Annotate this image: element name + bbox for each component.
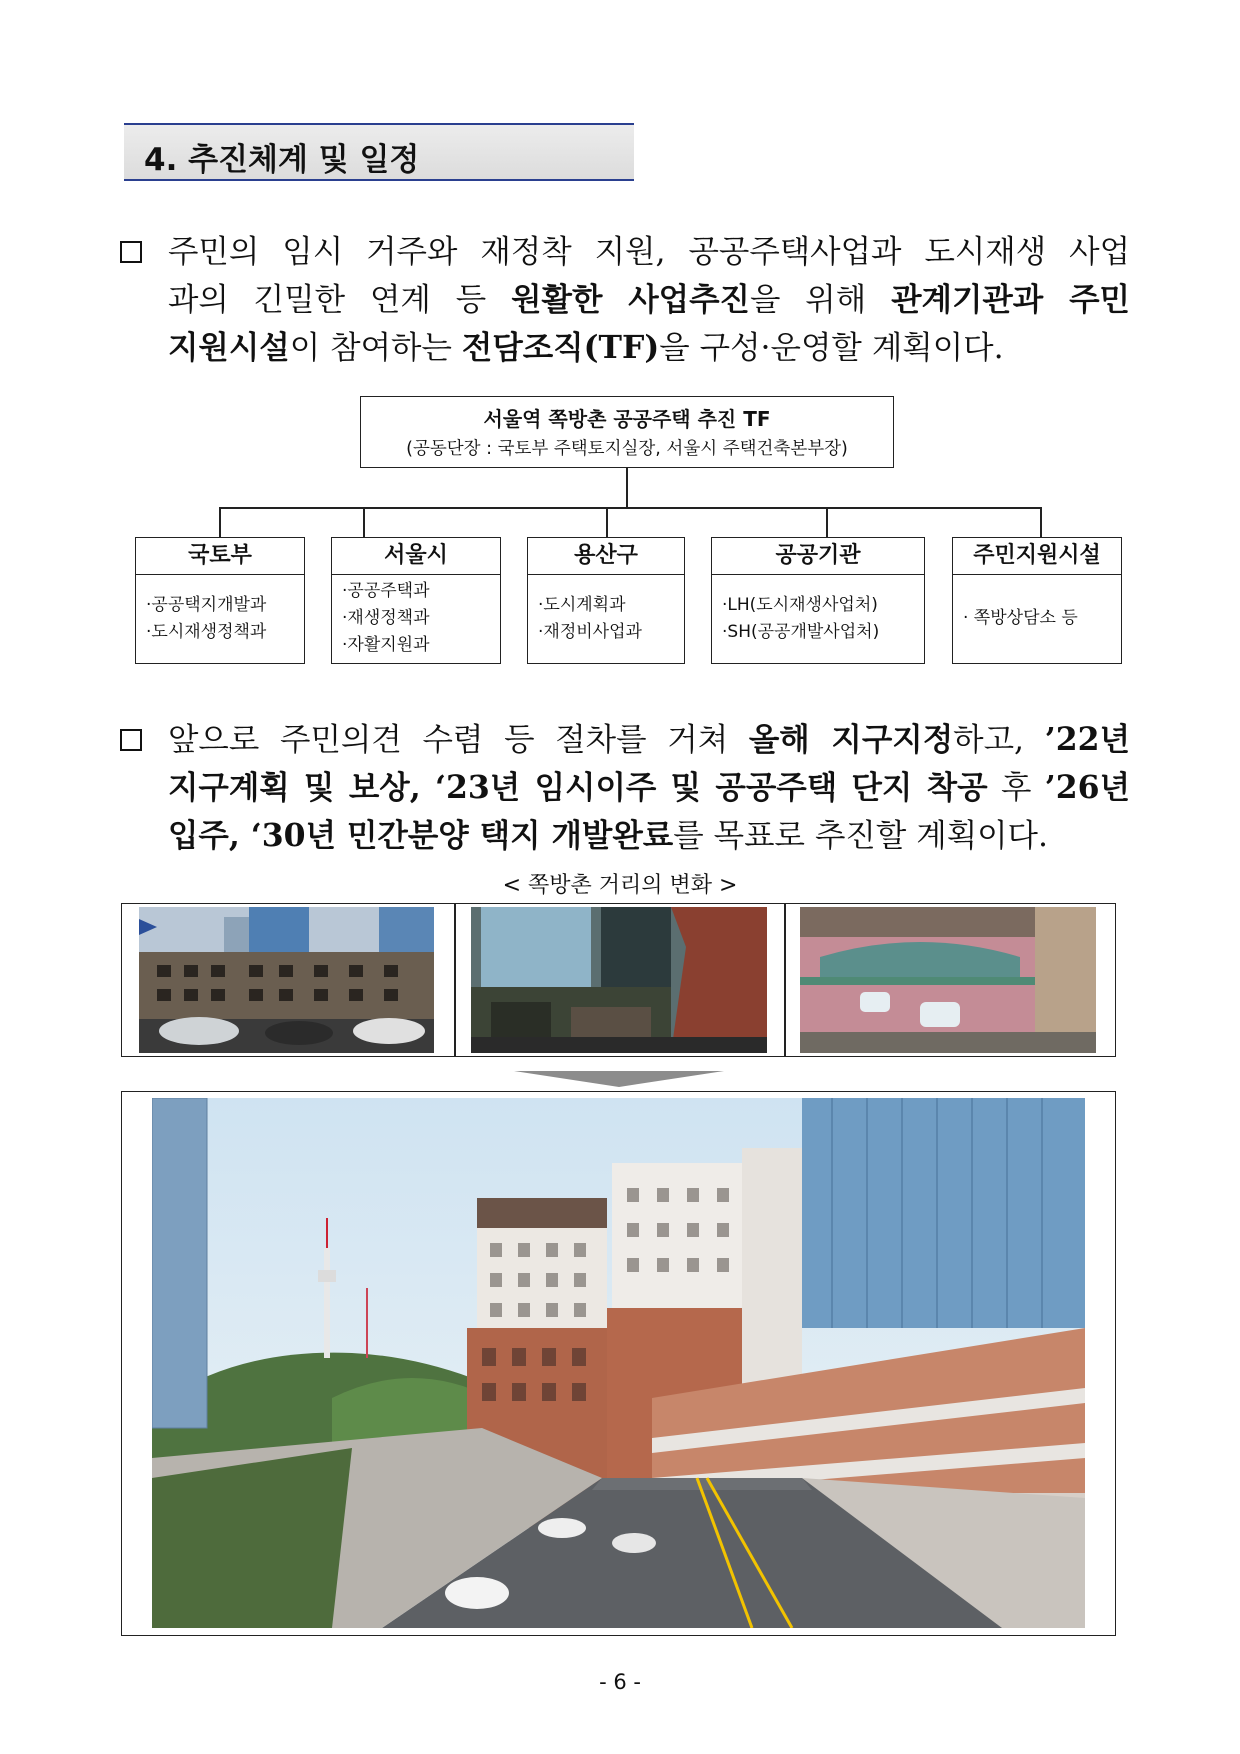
- down-arrow-icon: [514, 1071, 724, 1087]
- dept-name: 용산구: [528, 538, 684, 575]
- dept-box-seoul: [331, 537, 501, 664]
- before-photos: [121, 903, 1116, 1057]
- photo-divider: [454, 904, 456, 1056]
- connector-line: [363, 507, 365, 537]
- page-number: - 6 -: [599, 1670, 641, 1694]
- connector-line: [1040, 507, 1042, 537]
- dept-item: ·재생정책과: [342, 608, 430, 628]
- paragraph-line: 앞으로 주민의견 수렴 등 절차를 거쳐 올해 지구지정하고, ’22년: [168, 721, 1131, 758]
- paragraph-line: 과의 긴밀한 연계 등 원활한 사업추진을 위해 관계기관과 주민: [168, 281, 1130, 318]
- before-photo-3: [800, 907, 1096, 1053]
- connector-line: [606, 507, 608, 537]
- tf-title: 서울역 쪽방촌 공공주택 추진 TF: [483, 407, 771, 431]
- figure-caption: < 쪽방촌 거리의 변화 >: [502, 873, 738, 898]
- dept-box-resident-support: [952, 537, 1122, 664]
- section-heading: [124, 123, 634, 181]
- after-rendering-frame: [121, 1091, 1116, 1636]
- connector-line: [219, 507, 1041, 509]
- paragraph-line: 입주, ‘30년 민간분양 택지 개발완료를 목표로 추진할 계획이다.: [168, 817, 1048, 854]
- dept-item: · 쪽방상담소 등: [963, 608, 1078, 628]
- paragraph-tf: [120, 228, 1130, 372]
- dept-name: 국토부: [136, 538, 304, 575]
- tf-subtitle: (공동단장 : 국토부 주택토지실장, 서울시 주택건축본부장): [406, 439, 848, 459]
- dept-box-public-agency: [711, 537, 925, 664]
- section-title: 4. 추진체계 및 일정: [144, 142, 420, 178]
- dept-item: ·도시계획과: [538, 594, 626, 615]
- connector-line: [826, 507, 828, 537]
- dept-box-yongsan: [527, 537, 685, 664]
- dept-item: ·SH(공공개발사업처): [722, 621, 880, 642]
- dept-box-molit: [135, 537, 305, 664]
- after-rendering-image: [152, 1098, 1085, 1628]
- paragraph-schedule: [120, 716, 1130, 860]
- dept-item: ·LH(도시재생사업처): [722, 594, 878, 615]
- paragraph-line: 지원시설이 참여하는 전담조직(TF)을 구성·운영할 계획이다.: [168, 329, 1004, 366]
- photo-divider: [784, 904, 786, 1056]
- connector-line: [626, 468, 628, 508]
- before-photo-2: [471, 907, 767, 1053]
- checkbox-bullet-icon: [120, 241, 142, 263]
- dept-item: ·공공택지개발과: [146, 594, 267, 615]
- dept-item: ·공공주택과: [342, 581, 430, 601]
- dept-item: ·도시재생정책과: [146, 621, 267, 642]
- connector-line: [219, 507, 221, 537]
- paragraph-line: 주민의 임시 거주와 재정착 지원, 공공주택사업과 도시재생 사업: [168, 234, 1130, 270]
- before-photo-1: [139, 907, 434, 1053]
- dept-name: 서울시: [332, 538, 500, 575]
- dept-item: ·자활지원과: [342, 635, 430, 655]
- checkbox-bullet-icon: [120, 729, 142, 751]
- paragraph-line: 지구계획 및 보상, ‘23년 임시이주 및 공공주택 단지 착공 후 ’26년: [168, 769, 1130, 806]
- dept-name: 공공기관: [712, 538, 924, 575]
- dept-item: ·재정비사업과: [538, 621, 642, 642]
- dept-name: 주민지원시설: [953, 538, 1121, 575]
- tf-box: [360, 396, 894, 468]
